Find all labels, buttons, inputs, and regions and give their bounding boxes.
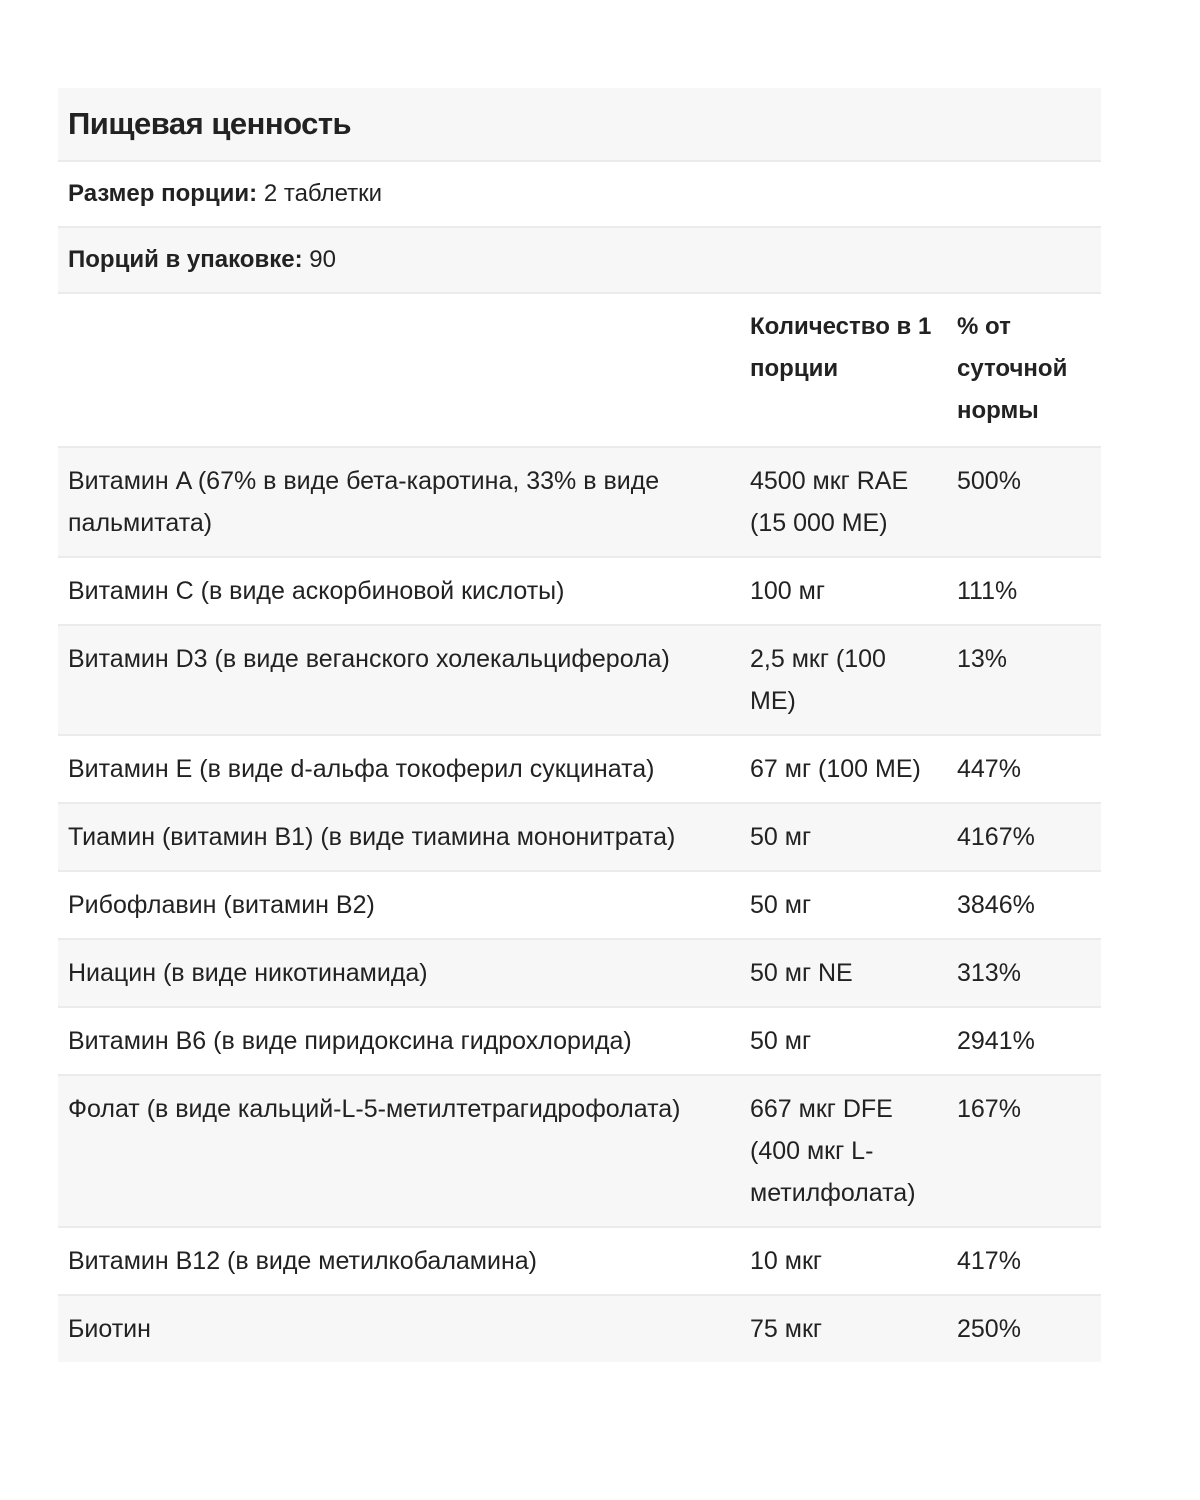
table-row (58, 448, 1101, 558)
nutrition-title: Пищевая ценность (68, 106, 352, 141)
nutrient-percent: 417% (957, 1247, 1021, 1275)
nutrient-percent: 500% (957, 467, 1021, 495)
nutrient-amount: 4500 мкг RAE (15 000 МЕ) (750, 467, 909, 537)
nutrient-amount: 10 мкг (750, 1247, 822, 1275)
nutrient-amount: 667 мкг DFE (400 мкг L-метилфолата) (750, 1095, 916, 1207)
nutrient-name: Тиамин (витамин B1) (в виде тиамина мононитрата) (68, 823, 676, 851)
nutrient-name: Ниацин (в виде никотинамида) (68, 959, 428, 987)
nutrient-percent: 3846% (957, 891, 1035, 919)
table-row (58, 626, 1101, 736)
nutrient-amount: 67 мг (100 МЕ) (750, 755, 921, 783)
nutrient-name: Витамин B6 (в виде пиридоксина гидрохлорида) (68, 1027, 632, 1055)
nutrient-percent: 167% (957, 1095, 1021, 1123)
header-amount: Количество в 1 порции (750, 313, 932, 382)
nutrient-name: Витамин B12 (в виде метилкобаламина) (68, 1247, 537, 1275)
nutrient-percent: 447% (957, 755, 1021, 783)
serving-size-label: Размер порции: (68, 180, 258, 207)
table-row (58, 940, 1101, 1008)
nutrient-percent: 2941% (957, 1027, 1035, 1055)
nutrient-percent: 313% (957, 959, 1021, 987)
nutrient-amount: 50 мг (750, 1027, 812, 1055)
nutrient-amount: 100 мг (750, 577, 825, 605)
nutrient-percent: 111% (957, 577, 1018, 605)
nutrient-name: Витамин C (в виде аскорбиновой кислоты) (68, 577, 565, 605)
nutrient-name: Рибофлавин (витамин B2) (68, 891, 375, 919)
nutrient-percent: 250% (957, 1315, 1021, 1343)
serving-size-row (58, 162, 1101, 228)
nutrient-amount: 75 мкг (750, 1315, 822, 1343)
nutrient-name: Витамин D3 (в виде веганского холекальциферола) (68, 645, 670, 673)
table-row (58, 1008, 1101, 1076)
nutrient-percent: 13% (957, 645, 1008, 673)
nutrient-name: Витамин A (67% в виде бета-каротина, 33% в виде пальмитата) (68, 467, 660, 537)
table-row (58, 872, 1101, 940)
table-header-row (58, 294, 1101, 448)
table-row (58, 804, 1101, 872)
nutrient-amount: 50 мг (750, 823, 812, 851)
nutrient-name: Витамин E (в виде d-альфа токоферил сукцината) (68, 755, 655, 783)
table-row (58, 1296, 1101, 1362)
nutrition-title-row (58, 88, 1101, 162)
nutrient-amount: 50 мг NE (750, 959, 853, 987)
servings-per-container-label: Порций в упаковке: (68, 246, 303, 273)
nutrient-name: Биотин (68, 1315, 151, 1343)
nutrient-amount: 50 мг (750, 891, 812, 919)
header-percent: % от суточной нормы (957, 313, 1068, 424)
nutrient-amount: 2,5 мкг (100 МЕ) (750, 645, 886, 715)
header-name (58, 294, 740, 446)
table-row (58, 736, 1101, 804)
nutrient-percent: 4167% (957, 823, 1035, 851)
nutrient-name: Фолат (в виде кальций-L-5-метилтетрагидрофолата) (68, 1095, 681, 1123)
serving-size-value: 2 таблетки (263, 180, 383, 207)
table-row (58, 1076, 1101, 1228)
table-row (58, 558, 1101, 626)
servings-per-container-value: 90 (309, 246, 336, 273)
servings-per-container-row (58, 228, 1101, 294)
nutrient-rows (58, 448, 1101, 1362)
nutrition-facts-panel (58, 88, 1101, 1362)
table-row (58, 1228, 1101, 1296)
